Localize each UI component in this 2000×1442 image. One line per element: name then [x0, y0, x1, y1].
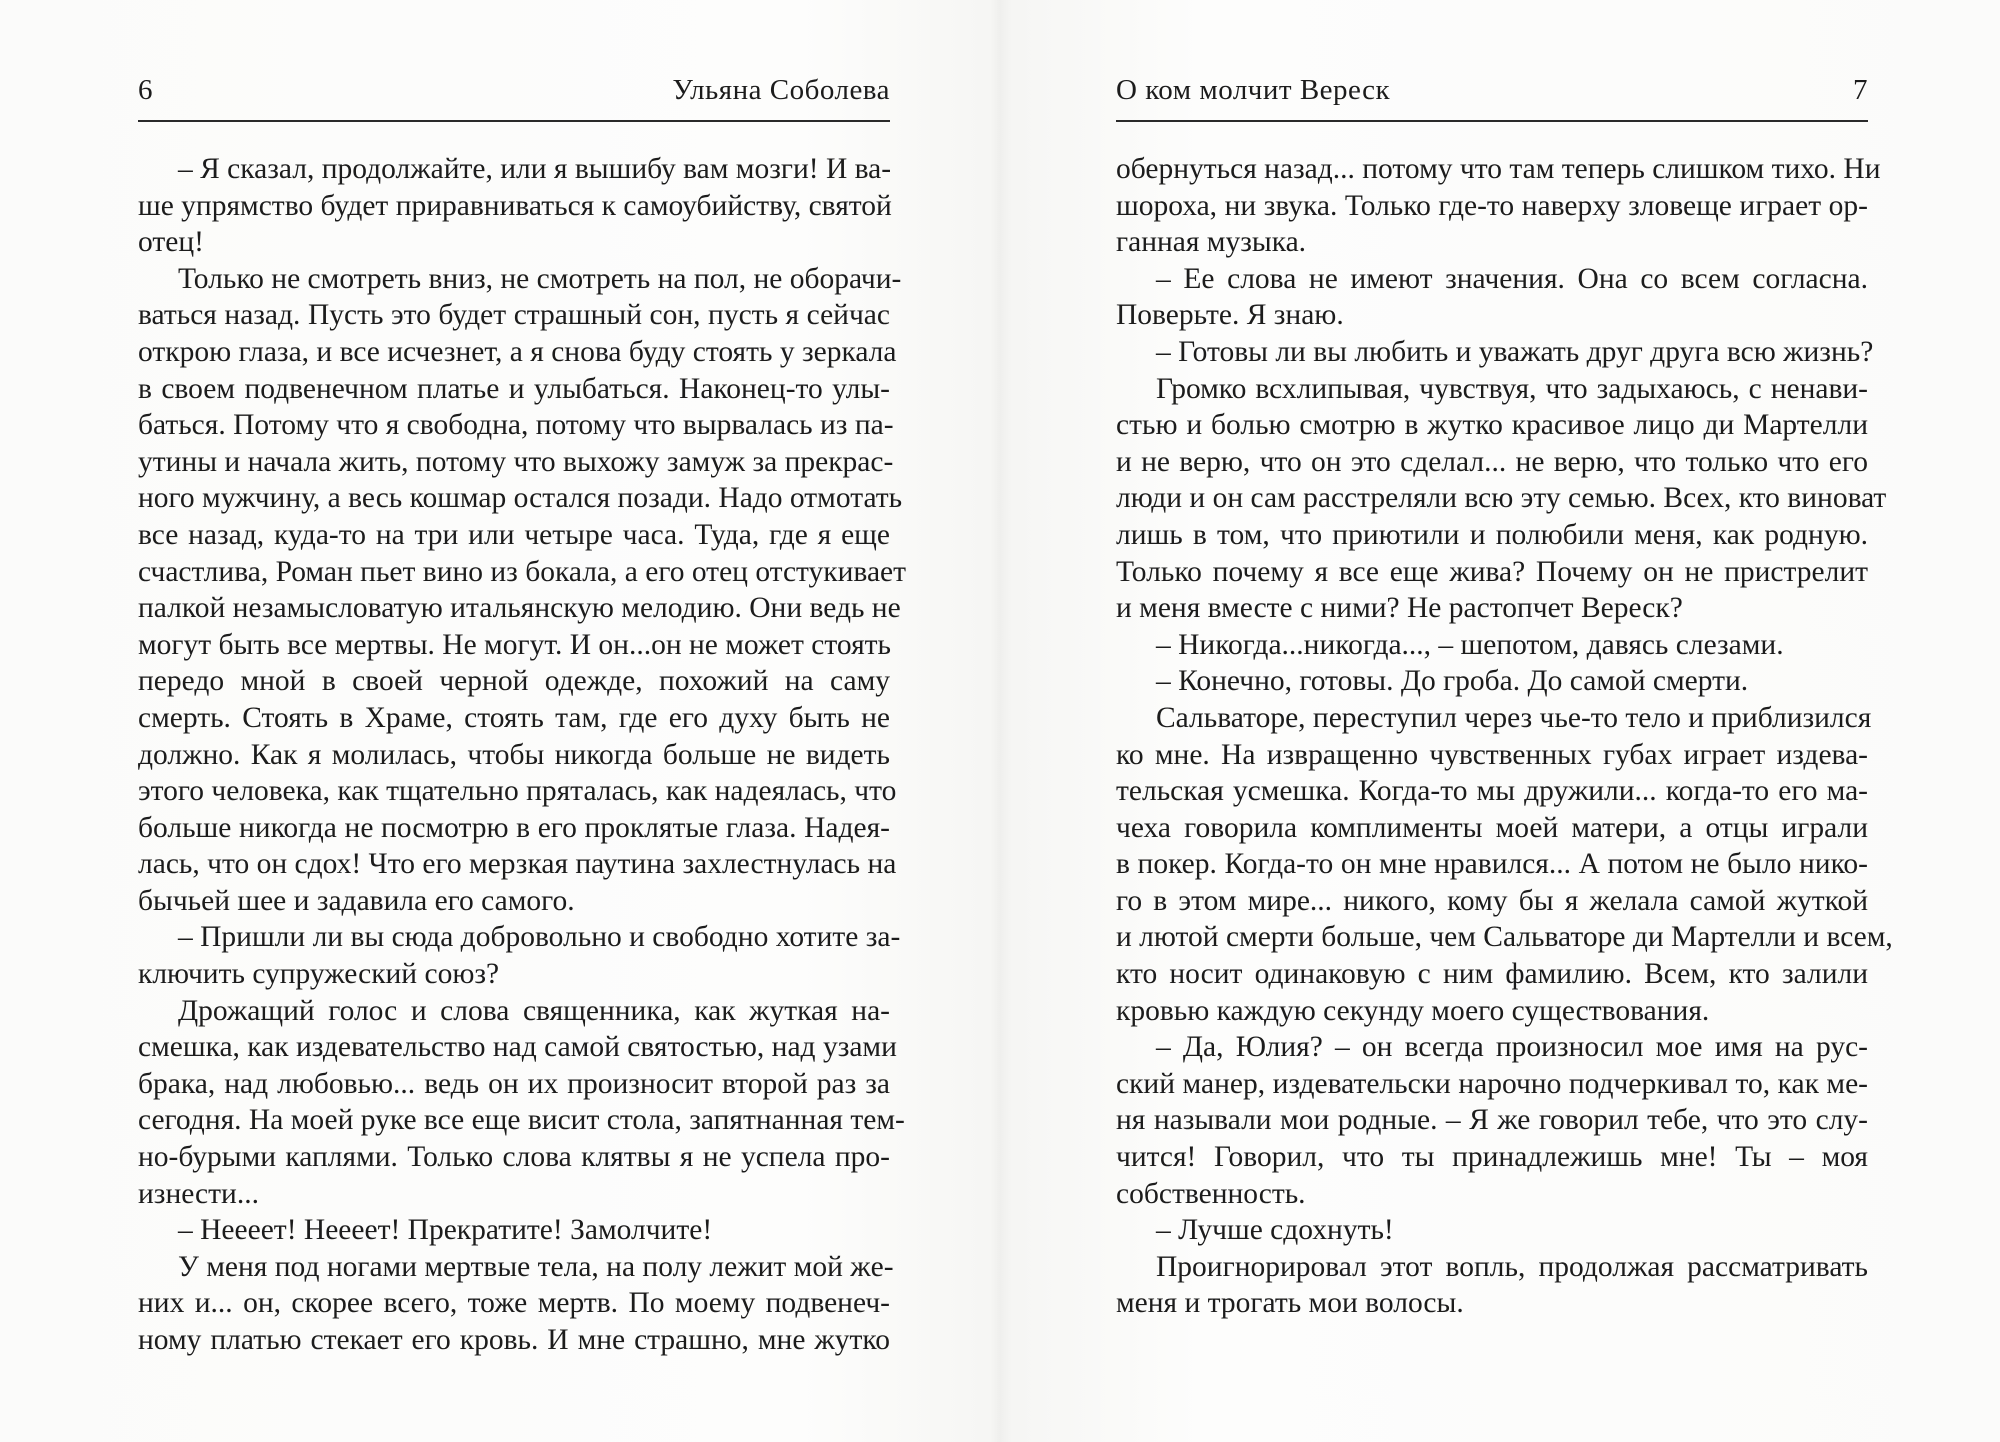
text-line: – Да, Юлия? – он всегда произносил мое имя на рус- — [1156, 1031, 1868, 1064]
text-line: смешка, как издевательство над самой святостью, над узами — [138, 1031, 897, 1064]
text-line: этого человека, как тщательно пряталась, как надеялась, что — [138, 775, 897, 808]
text-line: отец! — [138, 226, 204, 259]
text-line: Сальваторе, переступил через чье-то тело и приблизился — [1156, 701, 1872, 734]
text-line: У меня под ногами мертвые тела, на полу лежит мой жe- — [178, 1250, 894, 1283]
text-line: го в этом мире... никого, кому бы я желала самой жуткой — [1116, 884, 1868, 917]
text-line: в своем подвенечном платье и улыбаться. Наконец-то улы- — [138, 372, 890, 405]
page-body — [138, 151, 907, 1359]
text-line: шороха, ни звука. Только где-то наверху зловеще играет ор- — [1116, 189, 1868, 222]
text-line: счастлива, Роман пьет вино из бокала, а его отец отстукивает — [138, 555, 907, 588]
text-line: лась, что он сдох! Что его мерзкая паутина захлестнулась на — [138, 848, 897, 881]
text-line: Громко всхлипывая, чувствуя, что задыхаюсь, с ненави- — [1156, 372, 1868, 405]
text-line: утины и начала жить, потому что выхожу замуж за прекрас- — [138, 445, 894, 478]
text-line: ного мужчину, а весь кошмар остался позади. Надо отмотать — [138, 482, 903, 515]
text-line: ня называли мои родные. – Я же говорил тебе, что это слу- — [1116, 1104, 1868, 1137]
text-line: больше никогда не посмотрю в его проклятые глаза. Надея- — [138, 811, 890, 844]
running-head — [1116, 74, 1868, 114]
text-line: но-бурыми каплями. Только слова клятвы я не успела про- — [138, 1141, 890, 1174]
text-line: ваться назад. Пусть это будет страшный сон, пусть я сейчас — [138, 299, 890, 332]
text-line: Дрожащий голос и слова священника, как жуткая на- — [178, 994, 890, 1027]
text-line: все назад, куда-то на три или четыре часа. Туда, где я еще — [138, 518, 890, 551]
text-line: – Ее слова не имеют значения. Она со всем согласна. — [1156, 262, 1868, 295]
text-line: передо мной в своей черной одежде, похожий на саму — [138, 665, 890, 698]
text-line: чится! Говорил, что ты принадлежишь мне! Ты – моя — [1116, 1141, 1868, 1174]
page-number: 7 — [1853, 74, 1868, 106]
text-line: – Пришли ли вы сюда добровольно и свободно хотите за- — [178, 921, 901, 954]
text-line: чеха говорила комплименты моей матери, а отцы играли — [1116, 811, 1868, 844]
text-line: обернуться назад... потому что там теперь слишком тихо. Ни — [1116, 153, 1881, 185]
text-line: Только почему я все еще жива? Почему он не пристрелит — [1116, 555, 1868, 588]
text-line: люди и он сам расстреляли всю эту семью. Всех, кто виноват — [1116, 482, 1887, 515]
text-line: Поверьте. Я знаю. — [1116, 299, 1344, 332]
text-line: – Лучше сдохнуть! — [1156, 1214, 1394, 1247]
text-line: должно. Как я молилась, чтобы никогда больше не видеть — [138, 738, 890, 771]
text-line: открою глаза, и все исчезнет, а я снова буду стоять у зеркала — [138, 335, 897, 368]
text-line: ганная музыка. — [1116, 226, 1307, 259]
text-line: и не верю, что он это сделал... не верю, что только что его — [1116, 445, 1868, 478]
header-rule — [138, 120, 890, 122]
text-line: ключить супружеский союз? — [138, 958, 500, 991]
text-line: ше упрямство будет приравниваться к самоубийству, святой — [138, 189, 892, 222]
text-line: кровью каждую секунду моего существования. — [1116, 994, 1710, 1027]
text-line: могут быть все мертвы. Не могут. И он...он не может стоять — [138, 628, 891, 661]
text-line: – Конечно, готовы. До гроба. До самой смерти. — [1156, 665, 1749, 698]
author-name: Ульяна Соболева — [672, 74, 890, 106]
text-line: них и... он, скорее всего, тоже мертв. По моему подвенеч- — [138, 1287, 890, 1320]
left-page — [138, 0, 907, 1442]
text-line: брака, над любовью... ведь он их произносит второй раз за — [138, 1067, 890, 1100]
page-body — [1116, 151, 1893, 1322]
text-line: бычьей шее и задавила его самого. — [138, 884, 575, 917]
text-line: ко мне. На извращенно чувственных губах играет издева- — [1116, 738, 1868, 771]
text-line: лишь в том, что приютили и полюбили меня, как родную. — [1116, 518, 1868, 551]
text-line: – Нееeeт! Нееeeт! Прекратите! Замолчите! — [178, 1214, 713, 1247]
text-line: тельская усмешка. Когда-то мы дружили... когда-то его ма- — [1116, 775, 1868, 808]
text-line: баться. Потому что я свободна, потому что вырвалась из па- — [138, 409, 894, 442]
text-line: – Никогда...никогда..., – шепотом, давясь слезами. — [1156, 628, 1784, 661]
right-page — [1116, 0, 1893, 1442]
text-line: Только не смотреть вниз, не смотреть на пол, не оборачи- — [178, 262, 902, 295]
text-line: Проигнорировал этот вопль, продолжая рассматривать — [1156, 1250, 1868, 1283]
text-line: и лютой смерти больше, чем Сальваторе ди Мартелли и всем, — [1116, 921, 1893, 954]
text-line: палкой незамысловатую итальянскую мелодию. Они ведь не — [138, 592, 901, 625]
text-line: кто носит одинаковую с ним фамилию. Всем, кто залили — [1116, 958, 1868, 991]
text-line: ский манер, издевательски нарочно подчеркивал то, как ме- — [1116, 1067, 1868, 1100]
text-line: смерть. Стоять в Храме, стоять там, где его духу быть не — [138, 701, 890, 734]
text-line: ному платью стекает его кровь. И мне страшно, мне жутко — [138, 1324, 890, 1356]
text-line: в покер. Когда-то он мне нравился... А потом не было нико- — [1116, 848, 1868, 881]
running-head — [138, 74, 890, 114]
text-line: – Я сказал, продолжайте, или я вышибу вам мозги! И ва- — [178, 153, 892, 185]
header-rule — [1116, 120, 1868, 122]
text-line: меня и трогать мои волосы. — [1116, 1287, 1464, 1320]
book-title: О ком молчит Вереск — [1116, 74, 1391, 106]
text-line: сегодня. На моей руке все еще висит стола, запятнанная тем- — [138, 1104, 905, 1137]
text-line: собственность. — [1116, 1177, 1306, 1210]
text-line: стью и болью смотрю в жутко красивое лицо ди Мартелли — [1116, 409, 1868, 442]
text-line: изнести... — [138, 1177, 259, 1210]
text-line: – Готовы ли вы любить и уважать друг друга всю жизнь? — [1156, 335, 1874, 368]
page-number: 6 — [138, 74, 153, 106]
text-line: и меня вместе с ними? Не растопчет Вереск? — [1116, 592, 1683, 625]
